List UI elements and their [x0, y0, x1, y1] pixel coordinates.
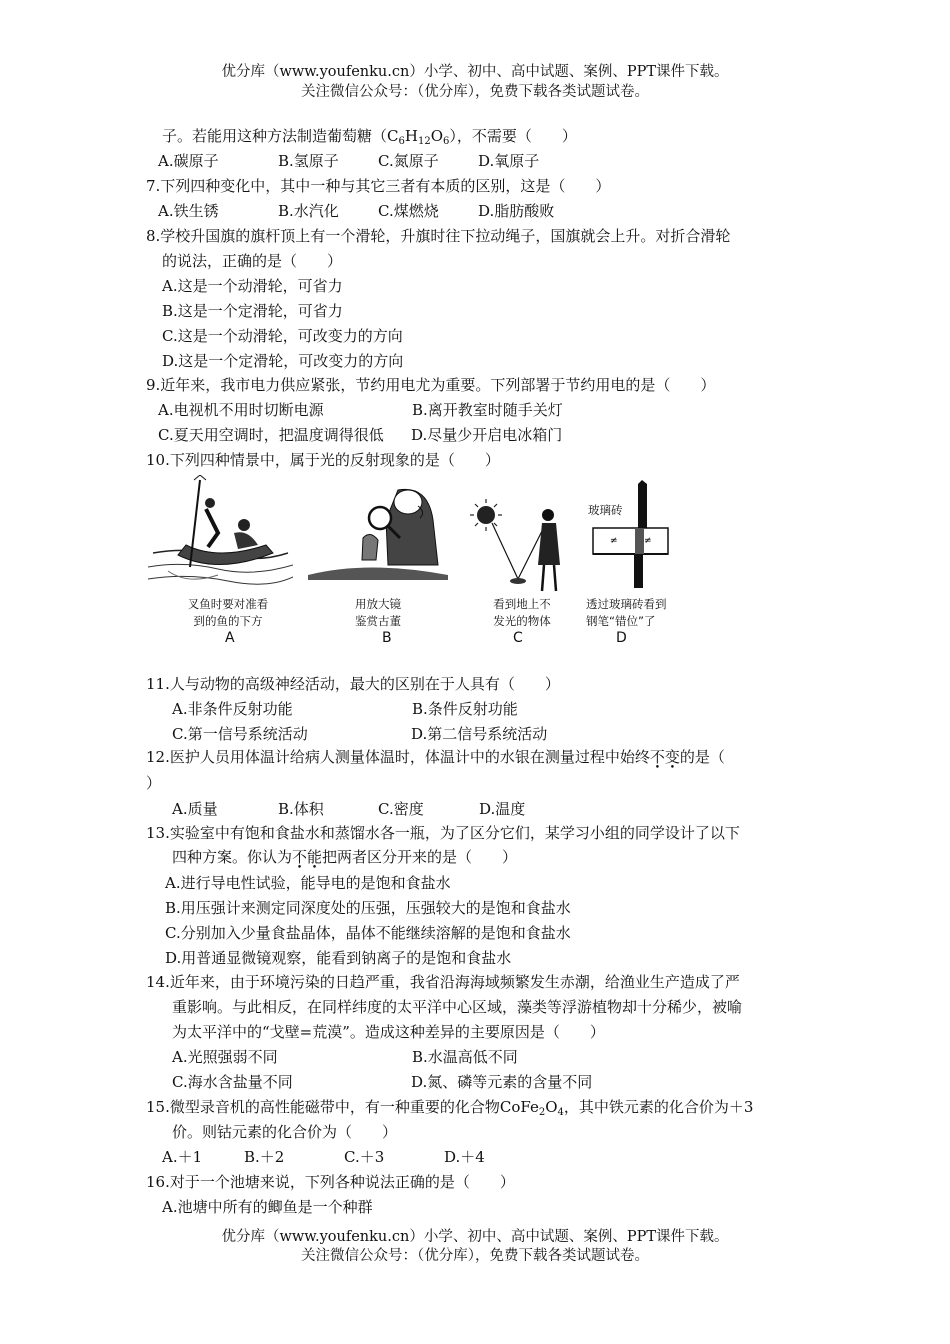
svg-text:≠: ≠ [610, 536, 618, 546]
figure-b-magnifier [308, 480, 458, 590]
figure-b-letter: B [382, 630, 392, 646]
q12-option-b: B.体积 [278, 800, 324, 818]
figure-a-fishing [148, 475, 293, 595]
q8-option-c: C.这是一个动滑轮，可改变力的方向 [162, 327, 403, 345]
q8-option-a: A.这是一个动滑轮，可省力 [162, 277, 343, 295]
q9-option-b: B.离开教室时随手关灯 [412, 401, 563, 419]
q9-option-d: D.尽量少开启电冰箱门 [411, 426, 563, 444]
figure-d-caption: 透过玻璃砖看到 钢笔“错位”了 [586, 597, 667, 628]
q13-option-b: B.用压强计来测定同深度处的压强，压强较大的是饱和食盐水 [165, 899, 571, 917]
q8-option-d: D.这是一个定滑轮，可改变力的方向 [162, 352, 404, 370]
footer-line-1: 优分库（www.youfenku.cn）小学、初中、高中试题、案例、PPT课件下载。 [221, 1229, 729, 1245]
q12-stem: 12.医护人员用体温计给病人测量体温时，体温计中的水银在测量过程中始终不变的是（ [146, 748, 725, 766]
q14-option-c: C.海水含盐量不同 [172, 1073, 293, 1091]
q15-option-a: A.＋1 [162, 1148, 203, 1166]
q13-option-a: A.进行导电性试验，能导电的是饱和食盐水 [165, 874, 451, 892]
q11-option-b: B.条件反射功能 [412, 700, 518, 718]
figure-a-letter: A [225, 630, 235, 646]
q9-option-a: A.电视机不用时切断电源 [158, 401, 324, 419]
q6-option-c: C.氮原子 [378, 152, 439, 170]
q14-stem-3: 为太平洋中的“戈壁=荒漠”。造成这种差异的主要原因是（ ） [172, 1023, 605, 1041]
q9-stem: 9.近年来，我市电力供应紧张，节约用电尤为重要。下列部署于节约用电的是（ ） [146, 376, 716, 394]
q8-option-b: B.这是一个定滑轮，可省力 [162, 302, 343, 320]
q6-option-b: B.氢原子 [278, 152, 339, 170]
q15-option-d: D.＋4 [444, 1148, 485, 1166]
q11-option-d: D.第二信号系统活动 [411, 725, 548, 743]
figure-d-glass-label: 玻璃砖 [588, 503, 623, 517]
figure-c-reflection [466, 495, 576, 595]
header-line-1: 优分库（www.youfenku.cn）小学、初中、高中试题、案例、PPT课件下载。 [221, 64, 729, 80]
figure-b-caption: 用放大镜 鉴赏古董 [355, 597, 401, 628]
q8-stem-1: 8.学校升国旗的旗杆顶上有一个滑轮，升旗时往下拉动绳子，国旗就会上升。对折合滑轮 [146, 227, 731, 245]
figure-c-letter: C [513, 630, 523, 646]
q15-stem-2: 价。则钴元素的化合价为（ ） [172, 1123, 398, 1141]
q13-stem-2: 四种方案。你认为不能把两者区分开来的是（ ） [172, 848, 518, 866]
q6-option-a: A.碳原子 [158, 152, 219, 170]
q13-option-d: D.用普通显微镜观察，能看到钠离子的是饱和食盐水 [165, 949, 512, 967]
q7-option-b: B.水汽化 [278, 202, 339, 220]
q7-option-d: D.脂肪酸败 [478, 202, 555, 220]
q16-stem: 16.对于一个池塘来说，下列各种说法正确的是（ ） [146, 1173, 515, 1191]
q15-option-c: C.＋3 [344, 1148, 385, 1166]
svg-text:≠: ≠ [644, 536, 652, 546]
q7-option-c: C.煤燃烧 [378, 202, 439, 220]
q14-option-b: B.水温高低不同 [412, 1048, 518, 1066]
q13-option-c: C.分别加入少量食盐晶体，晶体不能继续溶解的是饱和食盐水 [165, 924, 571, 942]
q12-option-a: A.质量 [172, 800, 218, 818]
figure-a-caption: 叉鱼时要对准看 到的鱼的下方 [187, 597, 269, 628]
q12-option-d: D.温度 [479, 800, 526, 818]
figure-d-letter: D [616, 630, 627, 646]
q14-option-a: A.光照强弱不同 [172, 1048, 278, 1066]
q10-stem: 10.下列四种情景中，属于光的反射现象的是（ ） [146, 451, 500, 469]
q8-stem-2: 的说法，正确的是（ ） [162, 252, 343, 270]
q7-stem: 7.下列四种变化中，其中一种与其它三者有本质的区别，这是（ ） [146, 177, 611, 195]
q10-figures [148, 470, 798, 655]
header-line-2: 关注微信公众号：（优分库），免费下载各类试题试卷。 [301, 84, 649, 100]
q13-stem-1: 13.实验室中有饱和食盐水和蒸馏水各一瓶，为了区分它们，某学习小组的同学设计了以下 [146, 824, 740, 842]
q12-option-c: C.密度 [378, 800, 424, 818]
q11-stem: 11.人与动物的高级神经活动，最大的区别在于人具有（ ） [146, 675, 560, 693]
q15-stem-1: 15.微型录音机的高性能磁带中，有一种重要的化合物$CoFe_2O_4$，其中铁元素的化合价为＋3 [146, 1098, 754, 1118]
q11-option-a: A.非条件反射功能 [172, 700, 293, 718]
q12-stem-2: ） [146, 774, 162, 792]
q7-option-a: A.铁生锈 [158, 202, 219, 220]
q6-continuation: 子。若能用这种方法制造葡萄糖$(C_6H_{12}O_6)$，不需要（ ） [162, 127, 577, 147]
footer-line-2: 关注微信公众号：（优分库），免费下载各类试题试卷。 [301, 1248, 649, 1264]
q15-option-b: B.＋2 [244, 1148, 285, 1166]
q14-stem-1: 14.近年来，由于环境污染的日趋严重，我省沿海海域频繁发生赤潮，给渔业生产造成了严 [146, 973, 740, 991]
figure-c-caption: 看到地上不 发光的物体 [493, 597, 551, 628]
q14-stem-2: 重影响。与此相反，在同样纬度的太平洋中心区域，藻类等浮游植物却十分稀少，被喻 [172, 998, 743, 1016]
q16-option-a: A.池塘中所有的鲫鱼是一个种群 [162, 1198, 373, 1216]
q14-option-d: D.氮、磷等元素的含量不同 [411, 1073, 593, 1091]
q6-option-d: D.氧原子 [478, 152, 540, 170]
q9-option-c: C.夏天用空调时，把温度调得很低 [158, 426, 384, 444]
figure-d-glass-brick [588, 480, 698, 590]
q11-option-c: C.第一信号系统活动 [172, 725, 308, 743]
